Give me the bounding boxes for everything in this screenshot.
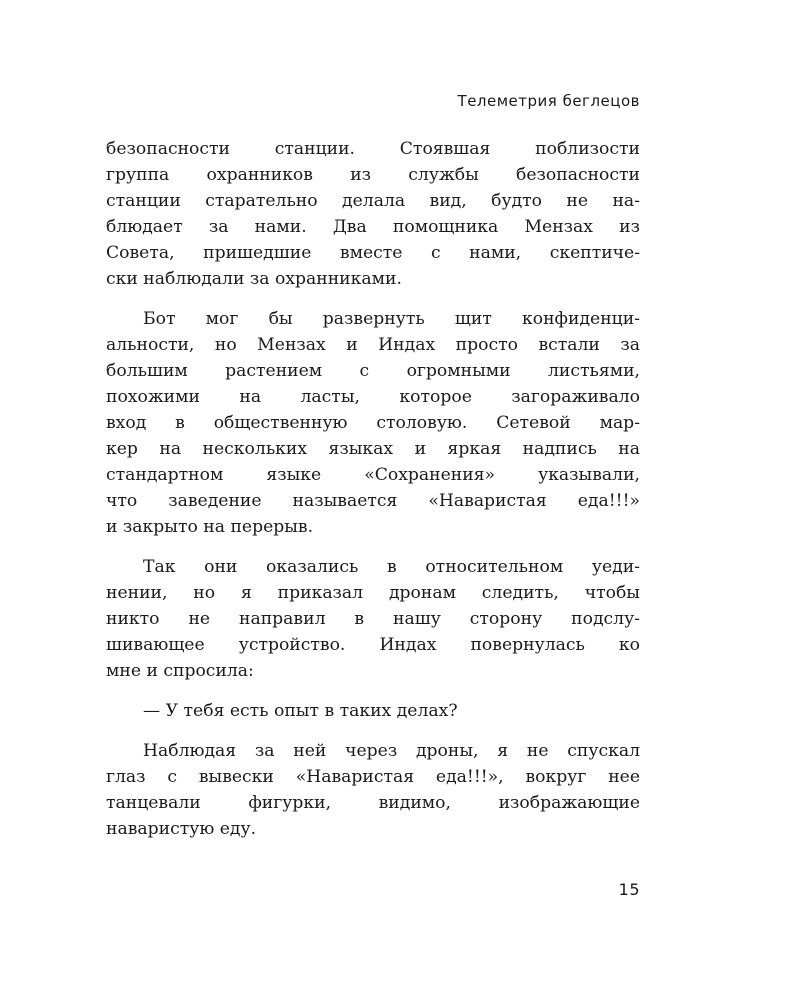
text-line: большим растением с огромными листьями, <box>106 361 640 381</box>
text-line: и закрыто на перерыв. <box>106 517 314 537</box>
paragraph <box>106 136 640 292</box>
text-line: наваристую еду. <box>106 819 257 839</box>
text-line: никто не направил в нашу сторону подслу- <box>106 609 640 629</box>
text-line: блюдает за нами. Два помощника Мензах из <box>106 217 640 237</box>
text-line: Бот мог бы развернуть щит конфиденци- <box>143 309 640 329</box>
text-line: альности, но Мензах и Индах просто встали за <box>106 335 640 355</box>
text-line: нении, но я приказал дронам следить, чтобы <box>106 583 640 603</box>
text-line: Наблюдая за ней через дроны, я не спускал <box>143 741 640 761</box>
paragraph <box>106 306 640 540</box>
text-line: Совета, пришедшие вместе с нами, скептиче- <box>106 243 640 263</box>
paragraph <box>106 554 640 684</box>
text-line: стандартном языке «Сохранения» указывали, <box>106 465 640 485</box>
text-line: глаз с вывески «Наваристая еда!!!», вокруг нее <box>106 767 640 787</box>
paragraph <box>106 738 640 842</box>
text-line: что заведение называется «Наваристая еда!!!» <box>106 491 640 511</box>
text-line: станции старательно делала вид, будто не на- <box>106 191 640 211</box>
text-line: вход в общественную столовую. Сетевой мар- <box>106 413 640 433</box>
text-line: группа охранников из службы безопасности <box>106 165 640 185</box>
dialogue-paragraph <box>106 698 640 724</box>
text-line: кер на нескольких языках и яркая надпись на <box>106 439 640 459</box>
page-number: 15 <box>618 880 640 899</box>
text-line: танцевали фигурки, видимо, изображающие <box>106 793 640 813</box>
body-text <box>106 136 640 842</box>
text-line: шивающее устройство. Индах повернулась ко <box>106 635 640 655</box>
text-line: — У тебя есть опыт в таких делах? <box>143 701 458 721</box>
text-line: безопасности станции. Стоявшая поблизости <box>106 139 640 159</box>
text-line: Так они оказались в относительном уеди- <box>143 557 640 577</box>
text-line: ски наблюдали за охранниками. <box>106 269 402 289</box>
running-title: Телеметрия беглецов <box>457 92 640 110</box>
text-line: похожими на ласты, которое загораживало <box>106 387 640 407</box>
text-line: мне и спросила: <box>106 661 254 681</box>
